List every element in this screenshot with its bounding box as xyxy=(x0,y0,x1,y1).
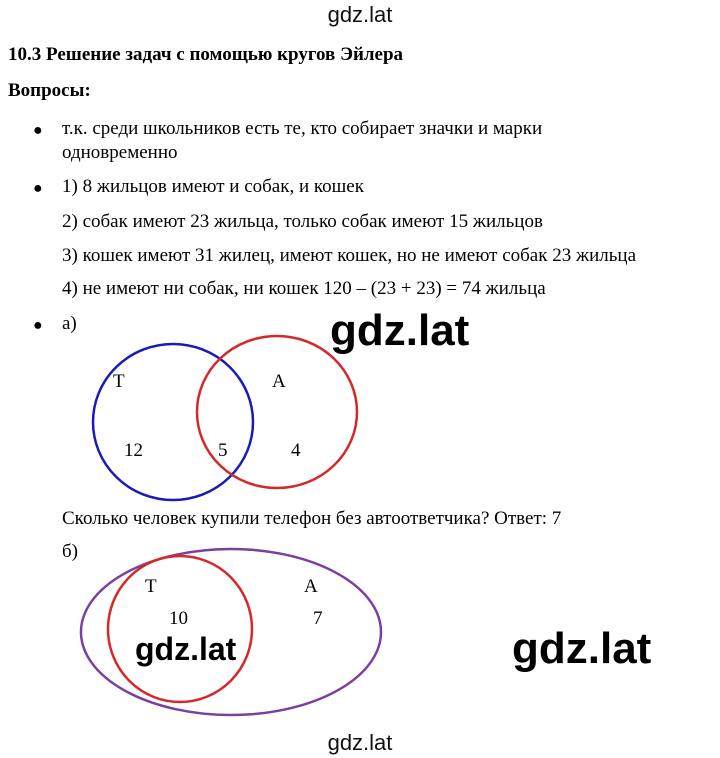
venn-value-both: 5 xyxy=(218,440,228,461)
venn-circle-t xyxy=(93,344,253,500)
watermark-top: gdz.lat xyxy=(327,2,393,27)
questions-heading: Вопросы: xyxy=(8,80,91,101)
watermark-overlay: gdz.lat xyxy=(330,306,470,355)
bullet-icon: ● xyxy=(33,122,43,139)
bullet-icon: ● xyxy=(33,180,43,197)
euler-value-a: 7 xyxy=(313,608,323,629)
watermark-overlay: gdz.lat xyxy=(512,624,652,673)
venn-label-t: Т xyxy=(113,371,125,392)
venn-label-a: А xyxy=(272,371,286,392)
section-title: 10.3 Решение задач с помощью кругов Эйлера xyxy=(8,44,404,65)
q1-line-1: т.к. среди школьников есть те, кто собирает значки и марки xyxy=(62,118,543,139)
part-a-label: а) xyxy=(62,313,77,334)
q2-line-4: 4) не имеют ни собак, ни кошек 120 – (23 + 23) = 74 жильца xyxy=(62,278,546,299)
q2-line-2: 2) собак имеют 23 жильца, только собак имеют 15 жильцов xyxy=(62,211,543,232)
euler-label-a: А xyxy=(304,576,318,597)
part-a-answer: Сколько человек купили телефон без автоответчика? Ответ: 7 xyxy=(62,508,562,529)
watermark-bottom: gdz.lat xyxy=(327,730,393,755)
euler-label-t: Т xyxy=(145,576,157,597)
q1-line-2: одновременно xyxy=(62,142,178,163)
watermark-overlay: gdz.lat xyxy=(135,631,237,667)
q2-line-1: 1) 8 жильцов имеют и собак, и кошек xyxy=(62,176,364,197)
venn-value-a-only: 4 xyxy=(291,440,301,461)
q2-line-3: 3) кошек имеют 31 жилец, имеют кошек, но не имеют собак 23 жильца xyxy=(62,245,637,266)
euler-inner-circle-t xyxy=(108,556,252,702)
venn-value-t-only: 12 xyxy=(124,440,143,461)
euler-value-t: 10 xyxy=(169,608,188,629)
part-b-label: б) xyxy=(62,541,78,562)
bullet-icon: ● xyxy=(33,317,43,334)
venn-circle-a xyxy=(197,336,357,488)
